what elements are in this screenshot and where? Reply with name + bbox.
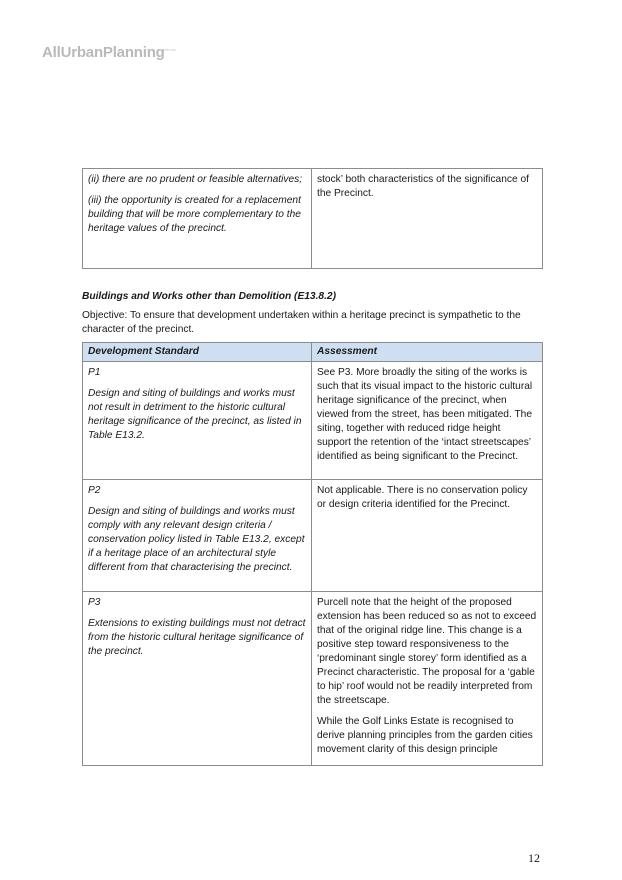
standard-cell: [83, 480, 312, 592]
standard-text: Design and siting of buildings and works must comply with any relevant design criteria / conservation policy listed in Table E13.2, except if a heritage place of an architectural style different from that characterising the precinct.: [88, 506, 305, 573]
logo-text: AllUrbanPlanning: [42, 44, 165, 61]
criterion-ii: (ii) there are no prudent or feasible alternatives;: [88, 174, 303, 185]
standard-code: P2: [88, 485, 101, 496]
assessment-text-continued: While the Golf Links Estate is recognised to derive planning principles from the garden cities movement clarity of this design principle: [317, 716, 533, 755]
standard-cell: [83, 169, 312, 269]
table-row: [83, 480, 543, 592]
continued-criteria-table: [82, 168, 543, 269]
assessment-text: See P3. More broadly the siting of the works is such that its visual impact to the historic cultural heritage significance of the precinct, when viewed from the street, has been mitigated. The siting, together with reduced ridge height support the retention of the ‘intact streetscapes’ identified as being significant to the Precinct.: [317, 367, 533, 462]
column-header-assessment: Assessment: [312, 343, 543, 362]
standard-cell: [83, 592, 312, 766]
standard-code: P1: [88, 367, 101, 378]
column-header-standard: Development Standard: [83, 343, 312, 362]
table-row: [83, 362, 543, 480]
table-row: [83, 169, 543, 269]
assessment-text: Not applicable. There is no conservation policy or design criteria identified for the Precinct.: [317, 485, 528, 510]
page-number: 12: [528, 851, 540, 865]
criterion-iii: (iii) the opportunity is created for a replacement building that will be more complementary to the heritage values of the precinct.: [88, 195, 301, 234]
table-header-row: [83, 343, 543, 362]
company-logo: [42, 44, 175, 61]
standards-assessment-table: [82, 342, 543, 766]
standard-text: Extensions to existing buildings must not detract from the historic cultural heritage significance of the precinct.: [88, 618, 306, 657]
logo-trademark: PTY LTD: [164, 48, 176, 52]
assessment-cell: [312, 592, 543, 766]
section-heading: Buildings and Works other than Demolition (E13.8.2): [82, 291, 336, 302]
assessment-cell: [312, 362, 543, 480]
table-row: [83, 592, 543, 766]
standard-cell: [83, 362, 312, 480]
assessment-cell: [312, 480, 543, 592]
standard-text: Design and siting of buildings and works must not result in detriment to the historic cultural heritage significance of the precinct, as listed in Table E13.2.: [88, 388, 302, 441]
assessment-cell: [312, 169, 543, 269]
assessment-text: Purcell note that the height of the proposed extension has been reduced so as not to exceed that of the original ridge line. This change is a positive step toward responsiveness to the ‘predominant single storey’ form identified as a Precinct characteristic. The proposal for a ‘gable to hip’ roof would not be readily interpreted from the streetscape.: [317, 597, 537, 706]
assessment-text: stock’ both characteristics of the significance of the Precinct.: [317, 174, 529, 199]
objective-text: Objective: To ensure that development undertaken within a heritage precinct is sympathetic to the character of the precinct.: [82, 310, 521, 335]
standard-code: P3: [88, 597, 101, 608]
